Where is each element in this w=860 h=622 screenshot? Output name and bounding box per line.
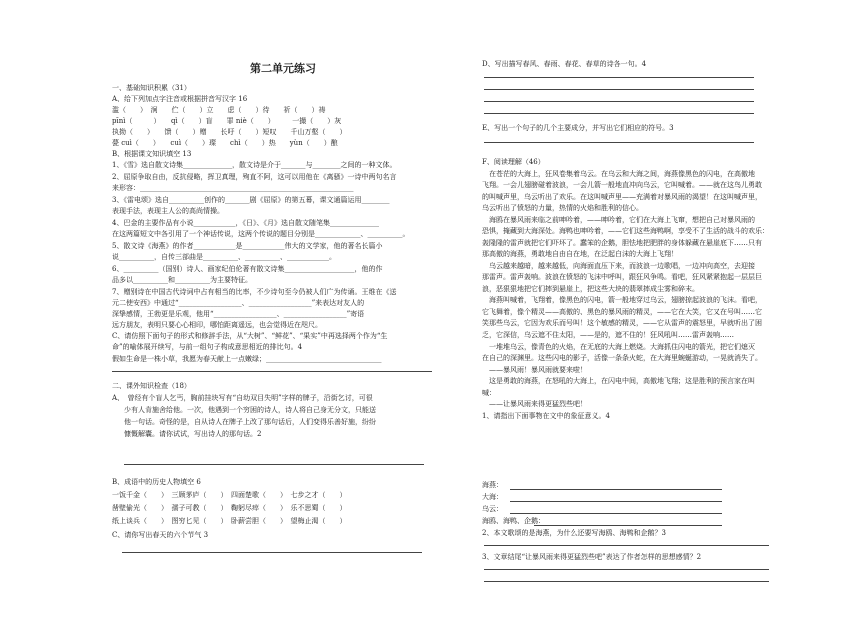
passage-line: 一堆堆乌云，像青色的火焰，在无底的大海上燃烧。大海抓住闪电的箭光，把它们熄灭 (482, 343, 755, 351)
pinyin-row: pīnì（ ） qì（ ）盲 罪 niè（ ） 一撮（ ）灰 (112, 117, 342, 125)
passage-line: 喊： (482, 389, 496, 397)
question-item: C、请仿照下面句子的形式和修辞手法，从“大树”、“鲜花”、“果实”中再选择两个作为“生 (112, 332, 388, 340)
question-item: 元二使安西》中通过“__________________、__________________”来表达对友人的 (112, 299, 365, 307)
question-item: 远方朋友，表明只要心心相印，哪怕距离遥远，也会觉得近在咫尺。 (112, 321, 322, 329)
passage-line: 乏，它深信，乌云遮不住太阳，——是的，遮不住的！狂风吼叫……雷声轰响…… (482, 331, 734, 339)
answer-line[interactable] (484, 89, 754, 90)
answer-line[interactable] (510, 501, 722, 502)
answer-line[interactable] (484, 545, 769, 546)
answer-line[interactable] (484, 569, 769, 570)
passage-line: 那雷声。雷声轰响。波浪在愤怒的飞沫中呼叫，跟狂风争鸣。看吧，狂风紧紧抱起一层层巨 (482, 273, 762, 281)
question-item: 深挚感情，王勃更是乐观，他用“__________________、__________________”寄语 (112, 310, 365, 318)
question-item: 5、散文诗《海燕》的作者____________是____________伟大的文学家，他的著名长篇小 (112, 242, 383, 250)
passage-line: 1、请指出下面事物在文中的象征意义。4 (482, 412, 610, 420)
passage-line: 海鸥在暴风雨来临之前呻吟着，——呻吟着，它们在大海上飞窜，想把自己对暴风雨的 (482, 216, 755, 224)
passage-line: 轰隆隆的雷声就把它们吓坏了。蠢笨的企鹅，胆怯地把肥胖的身体躲藏在悬崖底下……只有 (482, 239, 762, 247)
question-heading: D、写出描写春风、春雨、春花、春草的诗各一句。4 (482, 60, 647, 68)
question-item: 3、文章结尾“让暴风雨来得更猛烈些吧”表达了作者怎样的思想感情？2 (482, 553, 702, 561)
passage-line: 飞翔。一会儿翅膀碰着波浪，一会儿箭一般地直冲向乌云，它叫喊着。——就在这鸟儿勇敢 (482, 181, 762, 189)
page-title: 第二单元练习 (250, 62, 316, 75)
passage-line: 它飞舞着，像个精灵——高傲的、黑色的暴风雨的精灵，——它在大笑，它又在号叫……它 (482, 308, 762, 316)
question-item: A、 曾经有个盲人乞丐，胸前挂块写有“自幼双目失明”字样的牌子，沿街乞讨，可很 (112, 394, 373, 402)
idiom-row: 纸上谈兵（ ） 图穷匕见（ ） 卧薪尝胆（ ） 望梅止渴（ ） (112, 517, 347, 525)
pinyin-row: 滥（ ） 涧 伫（ ）立 虑（ ）待 祈（ ）祷 (112, 106, 326, 114)
answer-line[interactable] (484, 142, 754, 143)
answer-line[interactable] (484, 101, 754, 102)
idiom-row: 凿壁偷光（ ） 孺子可教（ ） 鞠躬尽瘁（ ） 乐不思蜀（ ） (112, 504, 347, 512)
question-item: 品多以__________和__________为主要特征。 (112, 276, 252, 284)
answer-line[interactable] (112, 371, 432, 372)
pinyin-row: 执拗（ ） 馈（ ）赠 长吁（ ）短叹 千山万壑（ ） (112, 128, 347, 136)
passage-line: 浪，恶狠狠地把它们摔到悬崖上，把这些大块的翡翠摔成尘雾和碎末。 (482, 285, 699, 293)
question-item: 说__________，自传三部曲是__________、__________、____________。 (112, 253, 336, 261)
passage-line: ——暴风雨！暴风雨就要来啦！ (482, 366, 587, 374)
passage-line: 在自己的深渊里。这些闪电的影子，活像一条条火蛇，在大海里蜿蜒游动，一晃就消失了。 (482, 354, 762, 362)
answer-line[interactable] (534, 525, 722, 526)
question-item: 慷慨解囊。请你试试，写出诗人的那句话。2 (124, 430, 262, 438)
answer-line[interactable] (484, 77, 754, 78)
question-item: 命”的喻体展开续写，与前一组句子构成意思相近的排比句。4 (112, 343, 303, 351)
question-item: 6、__________（国别）诗人、画家纪伯伦著有散文诗集____________________，他的作 (112, 265, 383, 273)
question-item: 2、屈原争取自由，反抗侵略，挥卫真理，殉直不阿，这可以用他在《离骚》一诗中两句名言 (112, 173, 397, 181)
passage-line: 恐惧，掩藏到大海深处。海鸭也呻吟着，——它们这些海鸭啊，享受不了生活的战斗的欢乐： (482, 227, 769, 235)
answer-line[interactable] (510, 513, 722, 514)
passage-line: 这是勇敢的海燕，在怒吼的大海上，在闪电中间，高傲地飞翔；这是胜利的预言家在叫 (482, 377, 755, 385)
question-item: 在这两篇短文中各引用了一个神话传说，这两个传说的题目分别是_____________、__________。 (112, 230, 410, 238)
section-heading: 二、课外知识检查（18） (112, 382, 191, 390)
question-item: 假如生命是一株小草，我愿为春天献上一点嫩绿；_________________________________ (112, 355, 382, 363)
answer-label: 乌云： (482, 505, 503, 513)
answer-line[interactable] (124, 464, 424, 465)
question-item: 表现手法，表现主人公的高尚情操。 (112, 207, 224, 215)
question-heading: A、给下列加点字注音或根据拼音写汉字 16 (112, 95, 248, 103)
passage-line: 的叫喊声里，乌云听出了欢乐。在这叫喊声里——充满着对暴风雨的渴望！在这叫喊声里， (482, 193, 762, 201)
answer-label: 大海： (482, 493, 503, 501)
answer-line[interactable] (122, 552, 422, 553)
answer-label: 海鸥、海鸭、企鹅： (482, 517, 545, 525)
passage-line: 海燕叫喊着，飞翔着，像黑色的闪电，箭一般地穿过乌云，翅膀掠起波浪的飞沫。看吧， (482, 296, 762, 304)
pinyin-row: 甍 cuì（ ） cuì（ ）璨 chì（ ）热 yùn（ ）酿 (112, 139, 338, 147)
question-heading: C、请你写出春天的六个节气 3 (112, 531, 209, 539)
section-heading: 一、基础知识积累（31） (112, 84, 191, 92)
question-item: 他一句话。奇怪的是，自从诗人在牌子上改了那句话后，人们变得乐善好施，纷纷 (124, 418, 376, 426)
question-item: 2、本文歌颂的是海燕，为什么还要写海鸥、海鸭和企鹅？3 (482, 529, 666, 537)
question-item: 4、巴金的主要作品有小说____________，《日》、《月》选自散文随笔集______________ (112, 219, 379, 227)
question-item: 1、《雪》选自散文诗集______________，散文诗是介于_______与________之间的一种文体。 (112, 161, 397, 169)
question-heading: E、写出一个句子的几个主要成分，并写出它们相应的符号。3 (482, 124, 674, 132)
passage-line: ——让暴风雨来得更猛烈些吧！ (482, 400, 587, 408)
answer-line[interactable] (484, 581, 769, 582)
passage-line: 乌云听出了愤怒的力量，热情的火焰和胜利的信心。 (482, 204, 643, 212)
answer-label: 海燕： (482, 481, 503, 489)
passage-line: 那高傲的海燕，勇敢地自由自在地，在泛起白沫的大海上飞翔！ (482, 250, 678, 258)
question-heading: B、根据课文知识填空 13 (112, 150, 192, 158)
passage-line: 在苍茫的大海上，狂风卷集着乌云。在乌云和大海之间，海燕像黑色的闪电，在高傲地 (482, 170, 755, 178)
answer-line[interactable] (484, 113, 754, 114)
answer-line[interactable] (510, 489, 722, 490)
passage-line: 乌云越来越暗，越来越低，向海面直压下来，而波浪一边歌唱，一边冲向高空，去迎接 (482, 262, 755, 270)
idiom-row: 一饭千金（ ） 三顾茅庐（ ） 四面楚歌（ ） 七步之才（ ） (112, 491, 347, 499)
passage-line: 笑那些乌云，它因为欢乐而号叫！这个敏感的精灵，——它从雷声的震怒里，早就听出了困 (482, 319, 762, 327)
question-item: 3、《雷电颂》选自__________创作的_______剧《屈原》的第五幕，课文通篇运用________ (112, 196, 390, 204)
question-heading: B、成语中的历史人物填空 6 (112, 478, 201, 486)
question-item: 少有人肯施舍给他。一次，他遇到一个穷困的诗人，诗人将自己身无分文，只能送 (124, 406, 376, 414)
section-heading: F、阅读理解（46） (482, 158, 545, 166)
question-item: 7、赠别诗在中国古代诗词中占有相当的比率，不少诗句至今仍被人们广为传诵。王维在《送 (112, 288, 397, 296)
question-item: 来形容：_____________________________________________________________ (112, 184, 354, 192)
